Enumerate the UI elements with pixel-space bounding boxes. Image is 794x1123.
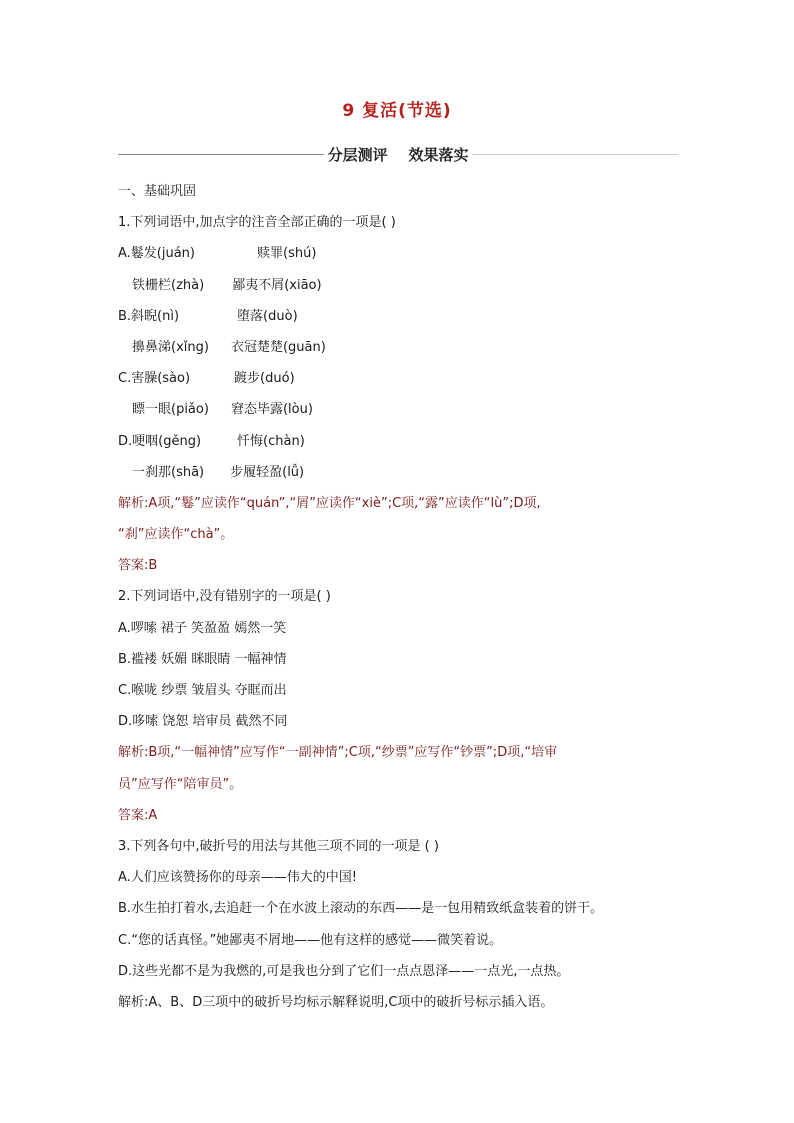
left-rule — [118, 154, 324, 155]
q1-a1: A.鬈发(juán) — [118, 246, 195, 262]
q1-d2: 忏悔(chàn) — [237, 433, 305, 449]
q1-a2: 赎罪(shú) — [257, 246, 317, 262]
content — [118, 176, 678, 1018]
q1-option-b-cont — [118, 332, 678, 363]
q3-option-a: A.人们应该赞扬你的母亲——伟大的中国! — [118, 870, 358, 886]
q1-option-d-cont — [118, 457, 678, 488]
q1-c3: 瞟一眼(piǎo) — [132, 402, 209, 418]
q1-analysis-line1: 解析:A项,“鬈”应读作“quán”,“屑”应读作“xiè”;C项,“露”应读作“lù”;D项, — [118, 495, 541, 511]
q2-option-b: B.褴褛 妖媚 眯眼睛 一幅神情 — [118, 651, 287, 667]
q1-b4: 衣冠楚楚(guān) — [230, 339, 326, 355]
q3-analysis: 解析:A、B、D三项中的破折号均标示解释说明,C项中的破折号标示插入语。 — [118, 994, 554, 1010]
q1-option-a — [118, 238, 678, 269]
q2-stem: 2.下列词语中,没有错别字的一项是( ) — [118, 589, 331, 605]
page-title: 9 复活(节选) — [342, 101, 452, 121]
q1-d1: D.哽咽(gěng) — [118, 433, 202, 449]
q1-c1: C.害臊(sào) — [118, 371, 191, 387]
q1-option-a-cont — [118, 270, 678, 301]
q3-option-c: C.“您的话真怪。”她鄙夷不屑地——他有这样的感觉——微笑着说。 — [118, 932, 503, 948]
q2-option-c: C.喉咙 纱票 皱眉头 夺眶而出 — [118, 683, 287, 698]
q1-b2: 堕落(duò) — [237, 308, 298, 324]
q1-c2: 踱步(duó) — [234, 371, 295, 387]
section-heading: 一、基础巩固 — [118, 184, 197, 199]
q3-stem: 3.下列各句中,破折号的用法与其他三项不同的一项是 ( ) — [118, 838, 439, 854]
q1-b3: 擤鼻涕(xǐng) — [132, 339, 209, 355]
q2-option-d: D.哆嗦 饶恕 培审员 截然不同 — [118, 714, 288, 730]
subtitle: 分层测评 效果落实 — [327, 145, 469, 164]
q1-d4: 步履轻盈(lǚ) — [230, 464, 305, 480]
q1-d3: 一刹那(shā) — [132, 464, 205, 480]
q2-analysis-line1: 解析:B项,“一幅神情”应写作“一副神情”;C项,“纱票”应写作“钞票”;D项,“培审 — [118, 745, 558, 761]
right-rule — [472, 154, 678, 155]
q1-answer: 答案:B — [118, 558, 158, 574]
q1-option-c-cont — [118, 394, 678, 425]
q2-answer: 答案:A — [118, 807, 158, 823]
q1-stem: 1.下列词语中,加点字的注音全部正确的一项是( ) — [118, 215, 396, 231]
q2-option-a: A.啰嗦 裙子 笑盈盈 嫣然一笑 — [118, 620, 287, 636]
q1-c4: 窘态毕露(lòu) — [230, 402, 313, 418]
q3-option-d: D.这些光都不是为我燃的,可是我也分到了它们一点点恩泽——一点光,一点热。 — [118, 963, 570, 979]
q3-option-b: B.水生拍打着水,去追赶一个在水波上滚动的东西——是一包用精致纸盒装着的饼干。 — [118, 901, 604, 917]
q1-analysis-line2: “刹”应读作“chà”。 — [118, 527, 234, 543]
q1-option-c — [118, 363, 678, 394]
q1-a4: 鄙夷不屑(xiāo) — [232, 277, 322, 293]
q1-option-d — [118, 426, 678, 457]
q1-b1: B.斜睨(nì) — [118, 308, 180, 324]
subtitle-row — [118, 142, 678, 166]
q1-option-b — [118, 301, 678, 332]
q1-a3: 铁栅栏(zhà) — [132, 277, 205, 293]
q2-analysis-line2: 员”应写作“陪审员”。 — [118, 776, 243, 792]
